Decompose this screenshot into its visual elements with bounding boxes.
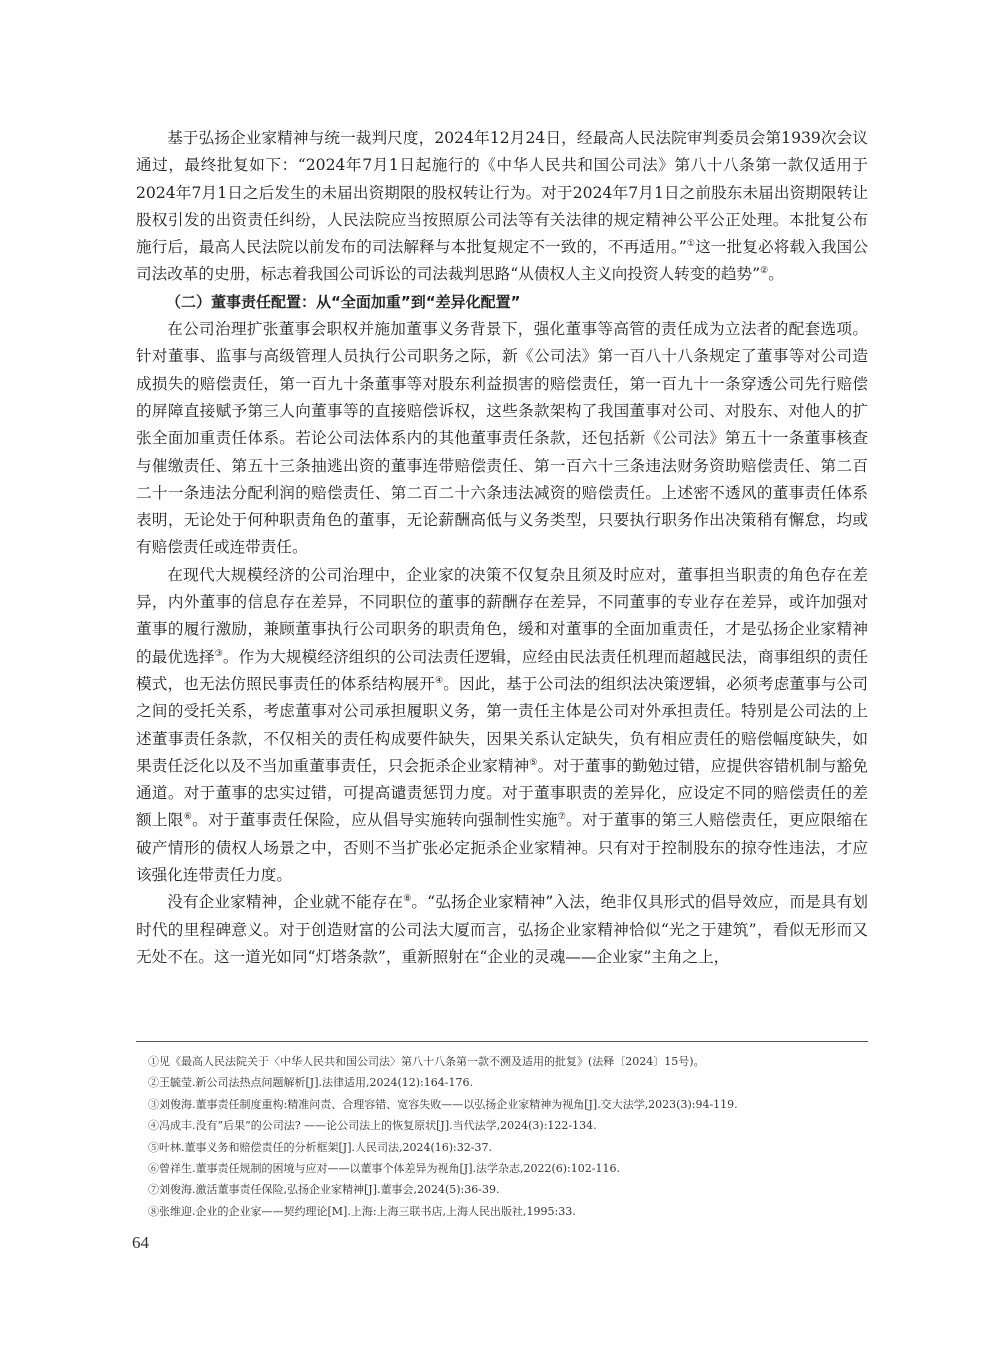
paragraph-text: 。对于董事责任保险，应从倡导实施转向强制性实施 xyxy=(192,811,558,830)
paragraph-text: 基于弘扬企业家精神与统一裁判尺度，2024年12月24日，经最高人民法院审判委员会第1939次会议通过，最终批复如下：“2024年7月1日起施行的《中华人民共和国公司法》第八十八条第一款仅适用于2024年7月1日之后发生的未届出资期限的股权转让行为。对于2024年7月1日之前股东未届出资期限转让股权引发的出资责任纠纷，人民法院应当按照原公司法等有关法律的规定精神公平公正处理。本批复公布施行后，最高人民法院以前发布的司法解释与本批复规定不一致的，不再适用。” xyxy=(136,129,868,257)
footnote-marker: ⑦ xyxy=(557,812,567,823)
paragraph xyxy=(136,562,868,890)
paragraphs-before xyxy=(136,125,868,289)
footnote: ④冯成丰.没有“后果”的公司法? ——论公司法上的恢复原状[J].当代法学,2024(3):122-134. xyxy=(148,1119,597,1133)
footnote: ⑧张维迎.企业的企业家——契约理论[M].上海:上海三联书店,上海人民出版社,1995:33. xyxy=(148,1204,576,1218)
footnote-divider xyxy=(136,1041,868,1042)
paragraph-text: 。对于董事的勤勉过错，应提供容错机制与豁免通道。对于董事的忠实过错，可提高谴责惩罚力度。对于董事职责的差异化，应设定不同的赔偿责任的差额上限 xyxy=(136,756,868,830)
footnotes xyxy=(148,1051,868,1222)
footnote: ⑤叶林.董事义务和赔偿责任的分析框架[J].人民司法,2024(16):32-37. xyxy=(148,1140,492,1154)
page-number: 64 xyxy=(132,1233,149,1252)
footnote: ⑥曾祥生.董事责任规制的困境与应对——以董事个体差异为视角[J].法学杂志,2022(6):102-116. xyxy=(148,1162,620,1176)
paragraph-text: 。 xyxy=(768,265,784,284)
paragraph-text: 在公司治理扩张董事会职权并施加董事义务背景下，强化董事等高管的责任成为立法者的配套选项。针对董事、监事与高级管理人员执行公司职务之际，新《公司法》第一百八十八条规定了董事等对公司造成损失的赔偿责任，第一百九十条董事等对股东利益损害的赔偿责任，第一百九十一条穿透公司先行赔偿的屏障直接赋予第三人向董事等的直接赔偿诉权，这些条款架构了我国董事对公司、对股东、对他人的扩张全面加重责任体系。若论公司法体系内的其他董事责任条款，还包括新《公司法》第五十一条董事核查与催缴责任、第五十三条抽逃出资的董事连带赔偿责任、第一百六十三条违法财务资助赔偿责任、第二百二十一条违法分配利润的赔偿责任、第二百二十六条违法减资的赔偿责任。上述密不透风的董事责任体系表明，无论处于何种职责角色的董事，无论薪酬高低与义务类型，只要执行职务作出决策稍有懈怠，均或有赔偿责任或连带责任。 xyxy=(136,320,868,557)
footnote-marker: ⑥ xyxy=(183,812,193,823)
footnote: ①见《最高人民法院关于〈中华人民共和国公司法〉第八十八条第一款不溯及适用的批复》(法释〔2024〕15号)。 xyxy=(148,1055,705,1068)
paragraph xyxy=(136,316,868,562)
footnote-marker: ② xyxy=(760,266,769,277)
footnote-marker: ⑧ xyxy=(403,894,412,905)
paragraph-text: 。对于董事的第三人赔偿责任，更应限缩在破产情形的债权人场景之中，否则不当扩张必定扼杀企业家精神。只有对于控制股东的掠夺性违法，才应该强化连带责任力度。 xyxy=(136,811,868,885)
paragraph xyxy=(136,125,868,289)
footnote-marker: ④ xyxy=(435,675,444,686)
paragraph-text: 在现代大规模经济的公司治理中，企业家的决策不仅复杂且须及时应对，董事担当职责的角色存在差异，内外董事的信息存在差异，不同职位的董事的薪酬存在差异，不同董事的专业存在差异，或许加强对董事的履行激励，兼顾董事执行公司职务的职责角色，缓和对董事的全面加重责任，才是弘扬企业家精神的最优选择 xyxy=(136,565,868,666)
section-heading: （二）董事责任配置：从“全面加重”到“差异化配置” xyxy=(166,292,521,311)
paragraph-text: 。因此，基于公司法的组织法决策逻辑，必须考虑董事与公司之间的受托关系，考虑董事对公司承担履职义务，第一责任主体是公司对外承担责任。特别是公司法的上述董事责任条款，不仅相关的责任构成要件缺失，因果关系认定缺失，负有相应责任的赔偿幅度缺失，如果责任泛化以及不当加重董事责任，只会扼杀企业家精神 xyxy=(136,674,868,775)
paragraph-text: 。“弘扬企业家精神”入法，绝非仅具形式的倡导效应，而是具有划时代的里程碑意义。对于创造财富的公司法大厦而言，弘扬企业家精神恰似“光之于建筑”，看似无形而又无处不在。这一道光如同“灯塔条款”，重新照射在“企业的灵魂——企业家”主角之上， xyxy=(136,893,868,966)
footnote: ⑦刘俊海.激活董事责任保险,弘扬企业家精神[J].董事会,2024(5):36-39. xyxy=(148,1183,500,1197)
paragraph-text: 这一批复必将载入我国公司法改革的史册，标志着我国公司诉讼的司法裁判思路“从债权人主义向投资人转变的趋势” xyxy=(136,238,868,284)
paragraphs-after xyxy=(136,316,868,971)
footnote-marker: ③ xyxy=(214,648,223,659)
body-text xyxy=(136,125,868,971)
footnote-marker: ⑤ xyxy=(529,757,538,768)
footnote: ③刘俊海.董事责任制度重构:精准问责、合理容错、宽容失败——以弘扬企业家精神为视角[J].交大法学,2023(3):94-119. xyxy=(148,1097,738,1111)
paragraph-text: 没有企业家精神，企业就不能存在 xyxy=(167,893,404,912)
footnote: ②王毓莹.新公司法热点问题解析[J].法律适用,2024(12):164-176. xyxy=(148,1076,473,1090)
footnote-marker: ① xyxy=(686,239,696,250)
paragraph xyxy=(136,889,868,971)
paragraph-text: 。作为大规模经济组织的公司法责任逻辑，应经由民法责任机理而超越民法，商事组织的责任模式，也无法仿照民事责任的体系结构展开 xyxy=(136,647,868,693)
